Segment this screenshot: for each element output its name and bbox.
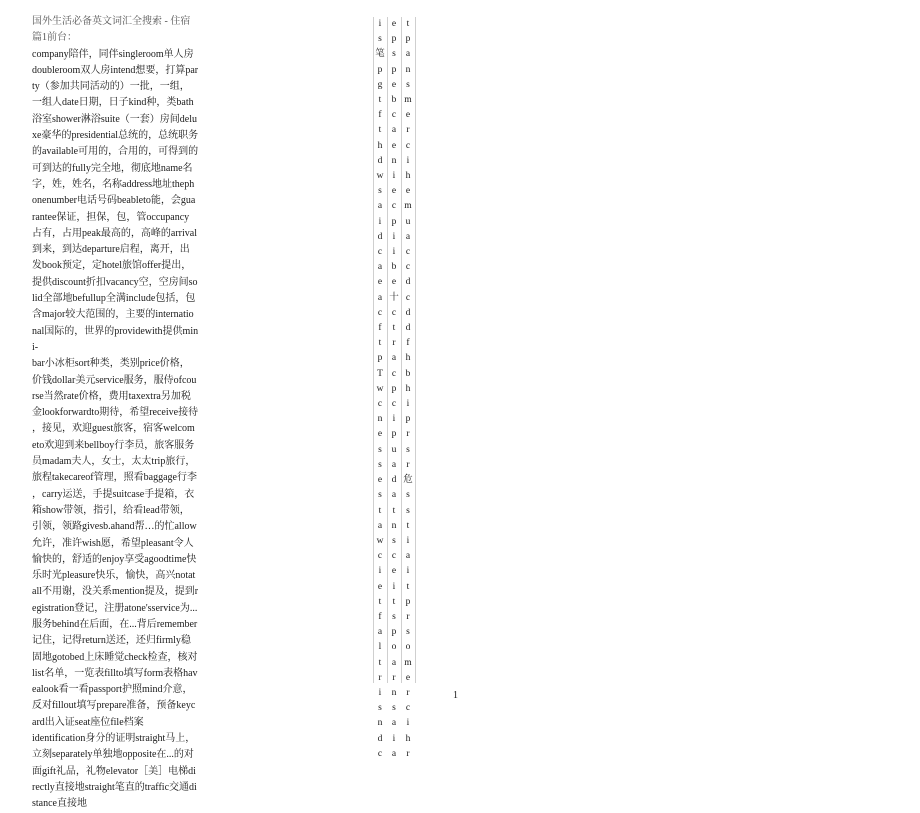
column-glyph: n	[377, 718, 383, 729]
text-line: doubleroom双人房intend想要，打算par	[32, 64, 199, 76]
column-glyph: c	[391, 201, 397, 212]
text-line: 记住，记得return送还，还归firmly稳	[32, 635, 191, 647]
text-line: 金lookforwardto期待，希望receive接待	[32, 407, 199, 419]
column-glyph: t	[406, 19, 410, 29]
column-glyph: g	[377, 79, 383, 90]
text-line: 旅程takecareof管理，照看baggage行李	[32, 472, 197, 484]
column-glyph: e	[405, 110, 411, 121]
column-glyph: i	[406, 535, 410, 546]
column-glyph: 危	[403, 475, 413, 486]
column-glyph: e	[391, 19, 397, 29]
column-glyph: a	[405, 551, 411, 562]
column-glyph: n	[405, 64, 411, 75]
text-line: onenumber电话号码beableto能，会gua	[32, 195, 196, 207]
text-line: xe豪华的presidential总统的，总统职务	[32, 130, 199, 142]
column-glyph: r	[406, 748, 410, 759]
column-glyph: c	[377, 307, 383, 318]
column-glyph: h	[405, 733, 411, 744]
column-glyph: s	[378, 459, 382, 470]
column-glyph: t	[378, 95, 382, 106]
column-glyph: t	[378, 596, 382, 607]
text-line: bar小冰柜sort种类，类别price价格，	[32, 358, 190, 370]
column-glyph: e	[391, 140, 397, 151]
document-title: 国外生活必备英文词汇全搜索 - 住宿	[32, 16, 191, 27]
column-glyph: i	[392, 414, 396, 425]
text-line: ，接见，欢迎guest旅客，宿客welcom	[32, 423, 195, 435]
column-glyph: e	[391, 566, 397, 577]
column-glyph: c	[405, 262, 411, 273]
column-glyph: f	[406, 338, 410, 349]
column-glyph: l	[378, 642, 382, 653]
column-glyph: t	[392, 323, 396, 334]
column-glyph: m	[404, 657, 412, 668]
column-glyph: b	[391, 262, 397, 273]
column-glyph: a	[377, 292, 383, 303]
text-line: nal国际的，世界的providewith提供min	[32, 325, 199, 337]
text-line: 占有，占用peak最高的，高峰的arrival	[32, 227, 197, 239]
text-line: 的available可用的，合用的，可得到的	[32, 146, 199, 158]
column-glyph: a	[405, 49, 411, 60]
body-text	[32, 47, 203, 813]
column-glyph: t	[392, 596, 396, 607]
column-glyph: r	[406, 429, 410, 440]
column-glyph: r	[378, 672, 382, 683]
text-line: 提供discount折扣vacancy空，空房间so	[32, 276, 198, 288]
column-glyph: s	[406, 505, 410, 516]
column-glyph: p	[377, 64, 383, 75]
column-glyph: r	[406, 125, 410, 136]
column-glyph: o	[391, 642, 397, 653]
column-glyph: t	[378, 505, 382, 516]
text-line: 发book预定，定hotel旅馆offer提出，	[32, 260, 192, 272]
column-glyph: c	[391, 368, 397, 379]
column-glyph: a	[391, 490, 397, 501]
column-glyph: e	[391, 79, 397, 90]
column-glyph: h	[405, 171, 411, 182]
column-glyph: a	[377, 520, 383, 531]
column-glyph: i	[378, 566, 382, 577]
column-glyph: i	[392, 171, 396, 182]
column-glyph: u	[405, 216, 411, 227]
column-glyph: m	[404, 201, 412, 212]
column-glyph: a	[391, 748, 397, 759]
text-line: 反对fillout填写prepare准备，预备keyc	[32, 700, 196, 712]
column-glyph: c	[377, 247, 383, 258]
column-glyph: w	[376, 171, 384, 182]
column-glyph: f	[378, 110, 382, 121]
column-glyph: n	[391, 520, 397, 531]
column-glyph: e	[377, 581, 383, 592]
column-glyph: 十	[389, 292, 399, 303]
text-line: 引领，领路givesb.ahand帮…的忙allow	[32, 521, 197, 533]
column-glyph: c	[391, 551, 397, 562]
column-glyph: c	[391, 110, 397, 121]
narrow-text-column-b	[388, 17, 400, 762]
column-glyph: s	[392, 703, 396, 714]
column-glyph: n	[391, 687, 397, 698]
column-glyph: c	[377, 551, 383, 562]
column-glyph: n	[391, 155, 397, 166]
column-glyph: r	[406, 611, 410, 622]
column-glyph: h	[405, 353, 411, 364]
column-glyph: s	[392, 535, 396, 546]
section-heading: 篇1前台：	[32, 32, 77, 44]
column-glyph: d	[377, 231, 383, 242]
text-line: ard出入证seat座位file档案	[32, 716, 144, 728]
column-glyph: p	[405, 34, 411, 45]
column-glyph: c	[391, 399, 397, 410]
column-glyph: s	[378, 34, 382, 45]
column-glyph: i	[406, 718, 410, 729]
column-glyph: p	[391, 627, 397, 638]
narrow-text-column-a	[374, 17, 386, 762]
column-glyph: c	[377, 399, 383, 410]
column-glyph: f	[378, 323, 382, 334]
column-glyph: f	[378, 611, 382, 622]
column-glyph: i	[378, 19, 382, 29]
column-glyph: s	[378, 186, 382, 197]
column-glyph: d	[391, 475, 397, 486]
column-glyph: s	[378, 703, 382, 714]
text-line: 字，姓，姓名，名称address地址theph	[32, 178, 195, 190]
column-glyph: e	[405, 186, 411, 197]
column-glyph: r	[392, 672, 396, 683]
column-glyph: d	[405, 307, 411, 318]
column-glyph: h	[405, 383, 411, 394]
column-glyph: p	[391, 34, 397, 45]
column-glyph: a	[377, 201, 383, 212]
column-glyph: s	[392, 611, 396, 622]
text-line: 一组人date日期，日子kind种，类bath	[32, 97, 194, 109]
text-line: egistration登记，注册atone'sservice为...	[32, 602, 198, 614]
column-glyph: p	[377, 353, 383, 364]
column-divider	[415, 17, 416, 683]
column-glyph: r	[392, 338, 396, 349]
text-line: lid全部地befullup全满include包括，包	[32, 293, 196, 305]
text-line: 乐时光pleasure快乐，愉快，高兴notat	[32, 570, 196, 582]
column-glyph: t	[378, 657, 382, 668]
column-glyph: t	[392, 505, 396, 516]
column-glyph: e	[377, 475, 383, 486]
column-glyph: a	[405, 231, 411, 242]
column-glyph: t	[406, 520, 410, 531]
column-glyph: i	[392, 247, 396, 258]
column-glyph: s	[406, 79, 410, 90]
vocabulary-text-column	[32, 14, 203, 813]
text-line: 价钱dollar美元service服务，服侍ofcou	[32, 374, 197, 386]
column-glyph: c	[405, 140, 411, 151]
text-line: 可到达的fully完全地，彻底地name名	[32, 162, 193, 174]
column-glyph: c	[377, 748, 383, 759]
column-glyph: i	[406, 155, 410, 166]
column-glyph: u	[391, 444, 397, 455]
column-glyph: s	[392, 49, 396, 60]
text-line: 服务behind在后面，在...背后remember	[32, 618, 198, 630]
column-glyph: i	[406, 399, 410, 410]
text-line: ，carry运送，手提suitcase手提箱，衣	[32, 488, 195, 500]
column-glyph: p	[391, 216, 397, 227]
column-glyph: c	[405, 292, 411, 303]
text-line: 允许，准许wish愿，希望pleasant令人	[32, 537, 194, 549]
column-glyph: T	[377, 368, 383, 379]
column-glyph: p	[391, 383, 397, 394]
column-glyph: e	[405, 672, 411, 683]
column-glyph: d	[405, 323, 411, 334]
column-glyph: s	[406, 627, 410, 638]
text-line: 含major较大范围的，主要的internatio	[32, 309, 194, 321]
column-glyph: m	[404, 95, 412, 106]
column-glyph: s	[406, 490, 410, 501]
text-line: ealook看一看passport护照mind介意，	[32, 684, 193, 696]
text-line: rectly直接地straight笔直的traffic交通di	[32, 781, 197, 793]
column-glyph: a	[391, 125, 397, 136]
column-glyph: e	[391, 277, 397, 288]
text-line: eto欢迎到来bellboy行李员，旅客服务	[32, 439, 195, 451]
text-line: 面gift礼品，礼物elevator［美］电梯di	[32, 765, 196, 777]
text-line: 员madam夫人，女士，太太trip旅行，	[32, 456, 196, 468]
column-glyph: s	[378, 444, 382, 455]
text-line: 到来，到达departure启程，离开，出	[32, 244, 190, 256]
page-number: 1	[453, 690, 458, 701]
text-line: rse当然rate价格，费用taxextra另加税	[32, 390, 191, 402]
column-glyph: e	[391, 186, 397, 197]
column-glyph: p	[405, 596, 411, 607]
text-line: 固地gotobed上床睡觉check检查，核对	[32, 651, 198, 663]
column-glyph: s	[378, 490, 382, 501]
column-glyph: a	[391, 657, 397, 668]
column-glyph: i	[392, 733, 396, 744]
column-glyph: p	[391, 64, 397, 75]
column-glyph: b	[391, 95, 397, 106]
text-line: stance直接地	[32, 798, 87, 810]
text-line: all不用谢，没关系mention提及，提到r	[32, 586, 199, 598]
column-glyph: e	[377, 429, 383, 440]
column-glyph: e	[377, 277, 383, 288]
text-line: rantee保证，担保，包，管occupancy	[32, 211, 190, 223]
column-glyph: i	[392, 581, 396, 592]
column-glyph: i	[406, 566, 410, 577]
column-glyph: d	[405, 277, 411, 288]
text-line: list名单，一览表fillto填写form表格hav	[32, 667, 198, 679]
column-glyph: w	[376, 383, 384, 394]
column-glyph: w	[376, 535, 384, 546]
text-line: 箱show带领，指引，给看lead带领，	[32, 504, 190, 516]
column-glyph: c	[405, 247, 411, 258]
text-line: 浴室shower淋浴suite（一套）房间delu	[32, 113, 197, 125]
column-glyph: d	[377, 733, 383, 744]
column-glyph: p	[405, 414, 411, 425]
column-glyph: c	[391, 307, 397, 318]
text-line: 愉快的，舒适的enjoy享受agoodtime快	[32, 553, 197, 565]
column-glyph: n	[377, 414, 383, 425]
column-glyph: i	[378, 216, 382, 227]
column-glyph: o	[405, 642, 411, 653]
column-glyph: b	[405, 368, 411, 379]
column-glyph: a	[377, 262, 383, 273]
column-glyph: i	[392, 231, 396, 242]
text-line: i-	[32, 341, 39, 353]
column-glyph: r	[406, 687, 410, 698]
column-glyph: a	[391, 718, 397, 729]
column-glyph: i	[378, 687, 382, 698]
column-glyph: a	[391, 353, 397, 364]
column-glyph: t	[378, 338, 382, 349]
column-glyph: c	[405, 703, 411, 714]
column-glyph: s	[406, 444, 410, 455]
column-glyph: d	[377, 155, 383, 166]
column-glyph: t	[378, 125, 382, 136]
column-glyph: r	[406, 459, 410, 470]
column-glyph: 笔	[375, 49, 385, 60]
column-glyph: a	[391, 459, 397, 470]
column-glyph: t	[406, 581, 410, 592]
column-glyph: a	[377, 627, 383, 638]
narrow-text-column-c	[402, 17, 414, 762]
text-line: ty（参加共同活动的）一批，一组，	[32, 81, 190, 93]
text-line: 立刻separately单独地opposite在...的对	[32, 749, 194, 761]
text-line: company陪伴，同伴singleroom单人房	[32, 48, 194, 60]
column-glyph: p	[391, 429, 397, 440]
text-line: identification身分的证明straight马上，	[32, 733, 196, 745]
column-glyph: h	[377, 140, 383, 151]
